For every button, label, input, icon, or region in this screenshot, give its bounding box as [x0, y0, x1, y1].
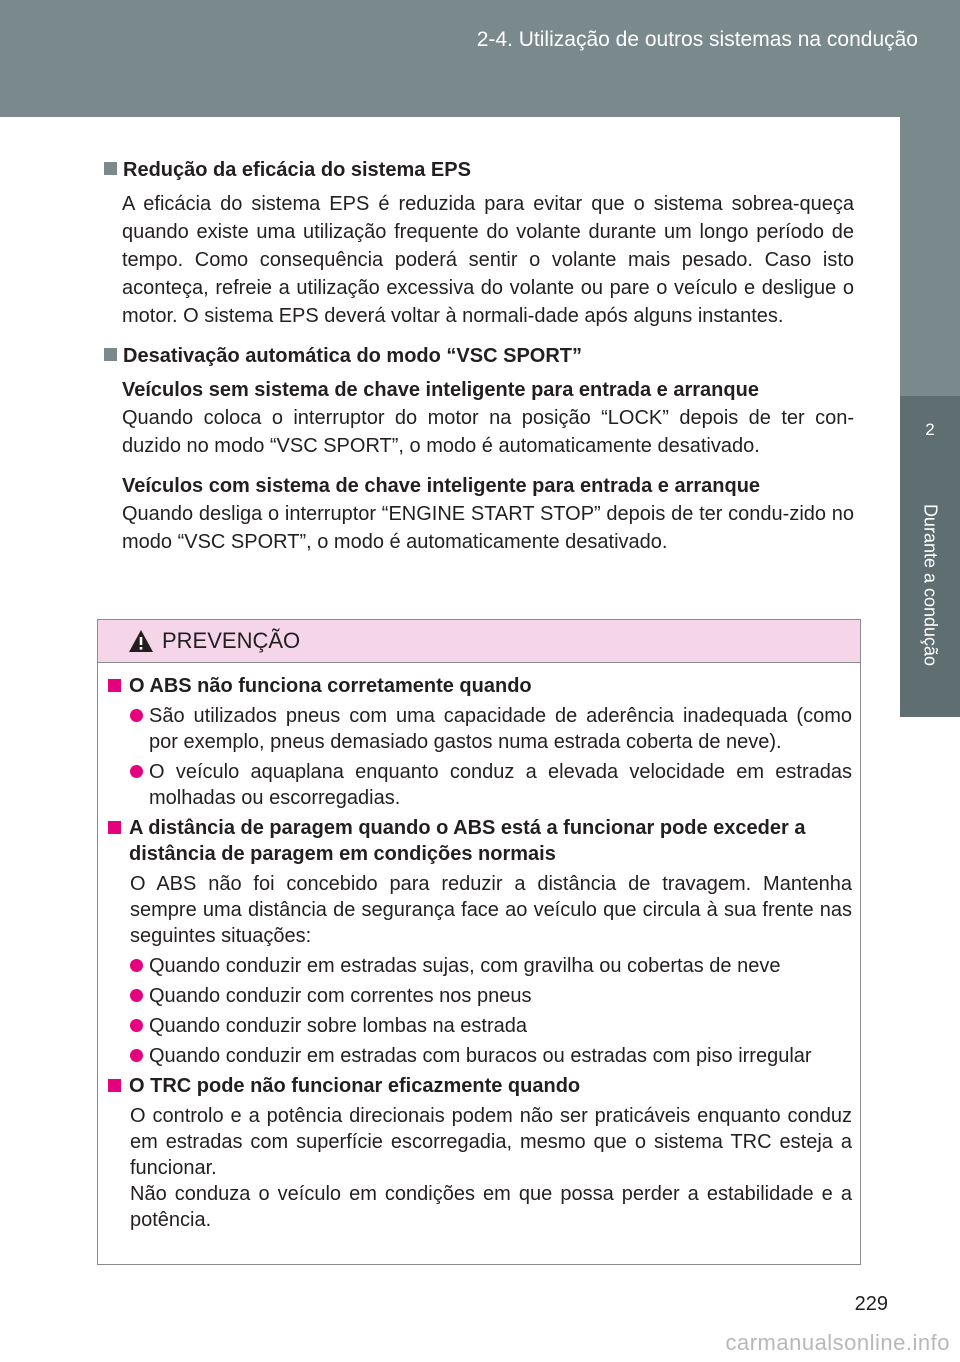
- chapter-number: 2: [925, 420, 935, 439]
- warning-triangle-icon: [128, 629, 154, 653]
- square-bullet-icon: [108, 821, 121, 834]
- bullet-item: São utilizados pneus com uma capacidade de aderência inadequada (como por exemplo, pneus demasiado gastos numa estrada coberta de neve).: [130, 703, 852, 755]
- round-bullet-icon: [130, 1049, 143, 1062]
- round-bullet-icon: [130, 709, 143, 722]
- bullet-item: Quando conduzir com correntes nos pneus: [130, 983, 852, 1009]
- watermark: carmanualsonline.info: [725, 1330, 950, 1355]
- chapter-name: Durante a condução: [920, 503, 941, 667]
- paragraph: A eficácia do sistema EPS é reduzida para evitar que o sistema sobrea-queça quando existe uma utilização frequente do volante durante um longo período de tempo. Como consequência poderá sentir o volante mais pesado. Caso isto aconteça, refreie a utilização excessiva do volante ou pare o veículo e desligue o motor. O sistema EPS deverá voltar à normali-dade após alguns instantes.: [122, 193, 854, 327]
- header-bar: [0, 0, 960, 117]
- page-number: 229: [854, 1293, 888, 1315]
- paragraph: Quando coloca o interruptor do motor na posição “LOCK” depois de ter con-duzido no modo “VSC SPORT”, o modo é automaticamente desativado.: [122, 407, 854, 457]
- paragraph: O ABS não foi concebido para reduzir a distância de travagem. Mantenha sempre uma distância de segurança face ao veículo que circula à sua frente nas seguintes situações:: [130, 873, 852, 947]
- warning-heading: A distância de paragem quando o ABS está a funcionar pode exceder a distância de paragem em condições normais: [108, 815, 852, 867]
- warning-box: [97, 619, 861, 1265]
- round-bullet-icon: [130, 989, 143, 1002]
- warning-header: [98, 620, 860, 663]
- warning-body: [98, 663, 860, 1233]
- bullet-item: Quando conduzir em estradas com buracos ou estradas com piso irregular: [130, 1043, 852, 1069]
- main-content: [104, 150, 854, 568]
- subheading: Veículos com sistema de chave inteligente para entrada e arranque: [122, 475, 761, 497]
- paragraph: O controlo e a potência direcionais podem não ser praticáveis enquanto conduz em estradas com superfície escorregadia, mesmo que o sistema TRC esteja a funcionar.: [130, 1105, 852, 1179]
- round-bullet-icon: [130, 1019, 143, 1032]
- warning-heading: O ABS não funciona corretamente quando: [108, 673, 852, 699]
- bullet-item: Quando conduzir sobre lombas na estrada: [130, 1013, 852, 1039]
- section-heading: Redução da eficácia do sistema EPS: [104, 156, 854, 184]
- round-bullet-icon: [130, 959, 143, 972]
- square-bullet-icon: [104, 162, 117, 175]
- paragraph: Quando desliga o interruptor “ENGINE START STOP” depois de ter condu-zido no modo “VSC SPORT”, o modo é automaticamente desativado.: [122, 503, 854, 553]
- section-heading: Desativação automática do modo “VSC SPORT”: [104, 342, 854, 370]
- subheading: Veículos sem sistema de chave inteligente para entrada e arranque: [122, 379, 759, 401]
- round-bullet-icon: [130, 765, 143, 778]
- section-title: 2-4. Utilização de outros sistemas na condução: [476, 28, 918, 51]
- square-bullet-icon: [108, 679, 121, 692]
- square-bullet-icon: [108, 1079, 121, 1092]
- warning-title: PREVENÇÃO: [162, 628, 301, 653]
- bullet-item: Quando conduzir em estradas sujas, com gravilha ou cobertas de neve: [130, 953, 852, 979]
- bullet-item: O veículo aquaplana enquanto conduz a elevada velocidade em estradas molhadas ou escorregadias.: [130, 759, 852, 811]
- warning-heading: O TRC pode não funcionar eficazmente quando: [108, 1073, 852, 1099]
- paragraph: Não conduza o veículo em condições em que possa perder a estabilidade e a potência.: [130, 1183, 852, 1231]
- square-bullet-icon: [104, 348, 117, 361]
